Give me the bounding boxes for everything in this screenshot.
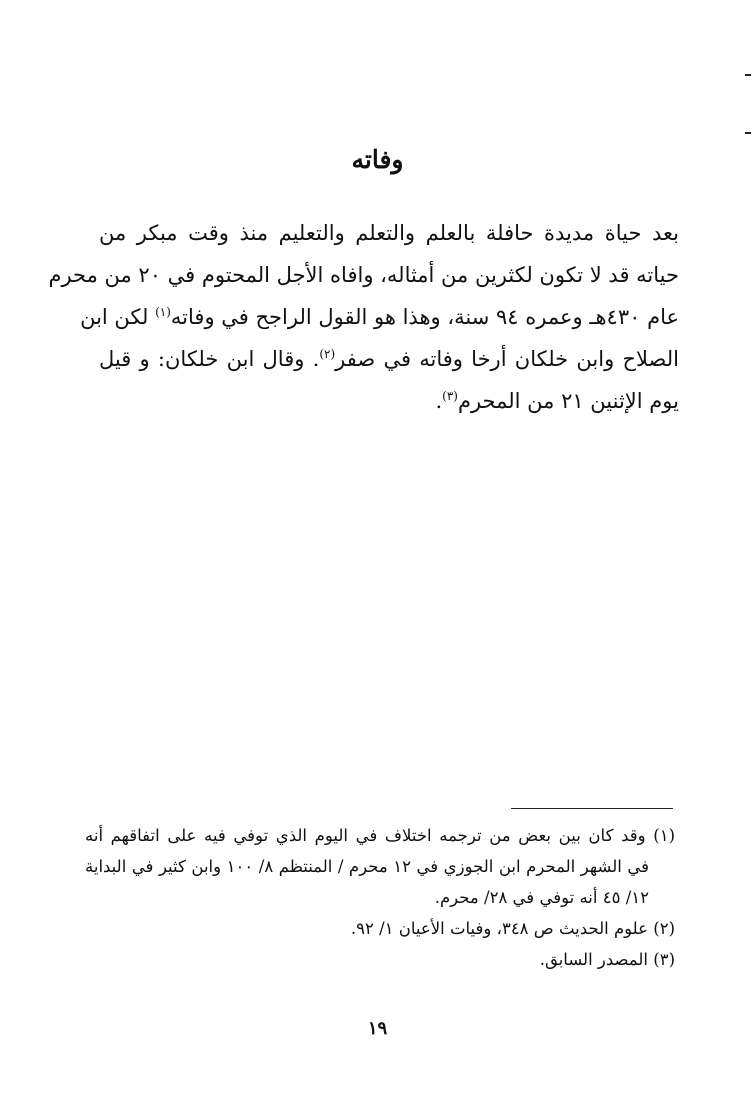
footnote-3 bbox=[85, 944, 675, 975]
footnote-ref: (٣) bbox=[442, 389, 458, 403]
footnote-ref: (٢) bbox=[319, 347, 336, 361]
body-paragraph bbox=[48, 212, 679, 422]
edge-mark bbox=[745, 74, 751, 76]
footnotes bbox=[85, 820, 675, 975]
body-line-tail: . bbox=[435, 389, 443, 413]
footnote-line: (٢) علوم الحديث ص ٣٤٨، وفيات الأعيان ١/ ٩٢. bbox=[350, 919, 675, 938]
page-number: ١٩ bbox=[367, 1018, 388, 1039]
edge-mark bbox=[745, 132, 751, 134]
footnote-line: (٣) المصدر السابق. bbox=[539, 950, 675, 969]
footnote-line: (١) وقد كان بين بعض من ترجمه اختلاف في اليوم الذي توفي فيه على اتفاقهم أنه bbox=[85, 826, 675, 845]
body-line bbox=[80, 296, 679, 338]
body-line bbox=[99, 380, 679, 422]
body-line-text: عام ٤٣٠هـ وعمره ٩٤ سنة، وهذا هو القول الراجح في وفاته bbox=[170, 305, 679, 329]
body-line-tail: . وقال ابن خلكان: و قيل bbox=[99, 347, 320, 371]
footnote-1 bbox=[85, 820, 675, 913]
body-line: بعد حياة مديدة حافلة بالعلم والتعلم والتعليم منذ وقت مبكر من bbox=[99, 221, 679, 245]
footnote-separator bbox=[511, 808, 673, 809]
body-line bbox=[99, 338, 679, 380]
body-line-tail: لكن ابن bbox=[80, 305, 156, 329]
body-line-text: يوم الإثنين ٢١ من المحرم bbox=[457, 389, 679, 413]
footnote-ref: (١) bbox=[155, 305, 171, 319]
section-title: وفاته bbox=[351, 145, 404, 174]
footnote-line: في الشهر المحرم ابن الجوزي في ١٢ محرم / المنتظم ٨/ ١٠٠ وابن كثير في البداية bbox=[85, 857, 649, 876]
body-line-text: الصلاح وابن خلكان أرخا وفاته في صفر bbox=[335, 347, 679, 371]
footnote-2 bbox=[85, 913, 675, 944]
body-line: حياته قد لا تكون لكثرين من أمثاله، وافاه الأجل المحتوم في ٢٠ من محرم bbox=[48, 263, 679, 287]
footnote-line: ١٢/ ٤٥ أنه توفي في ٢٨/ محرم. bbox=[434, 888, 649, 907]
